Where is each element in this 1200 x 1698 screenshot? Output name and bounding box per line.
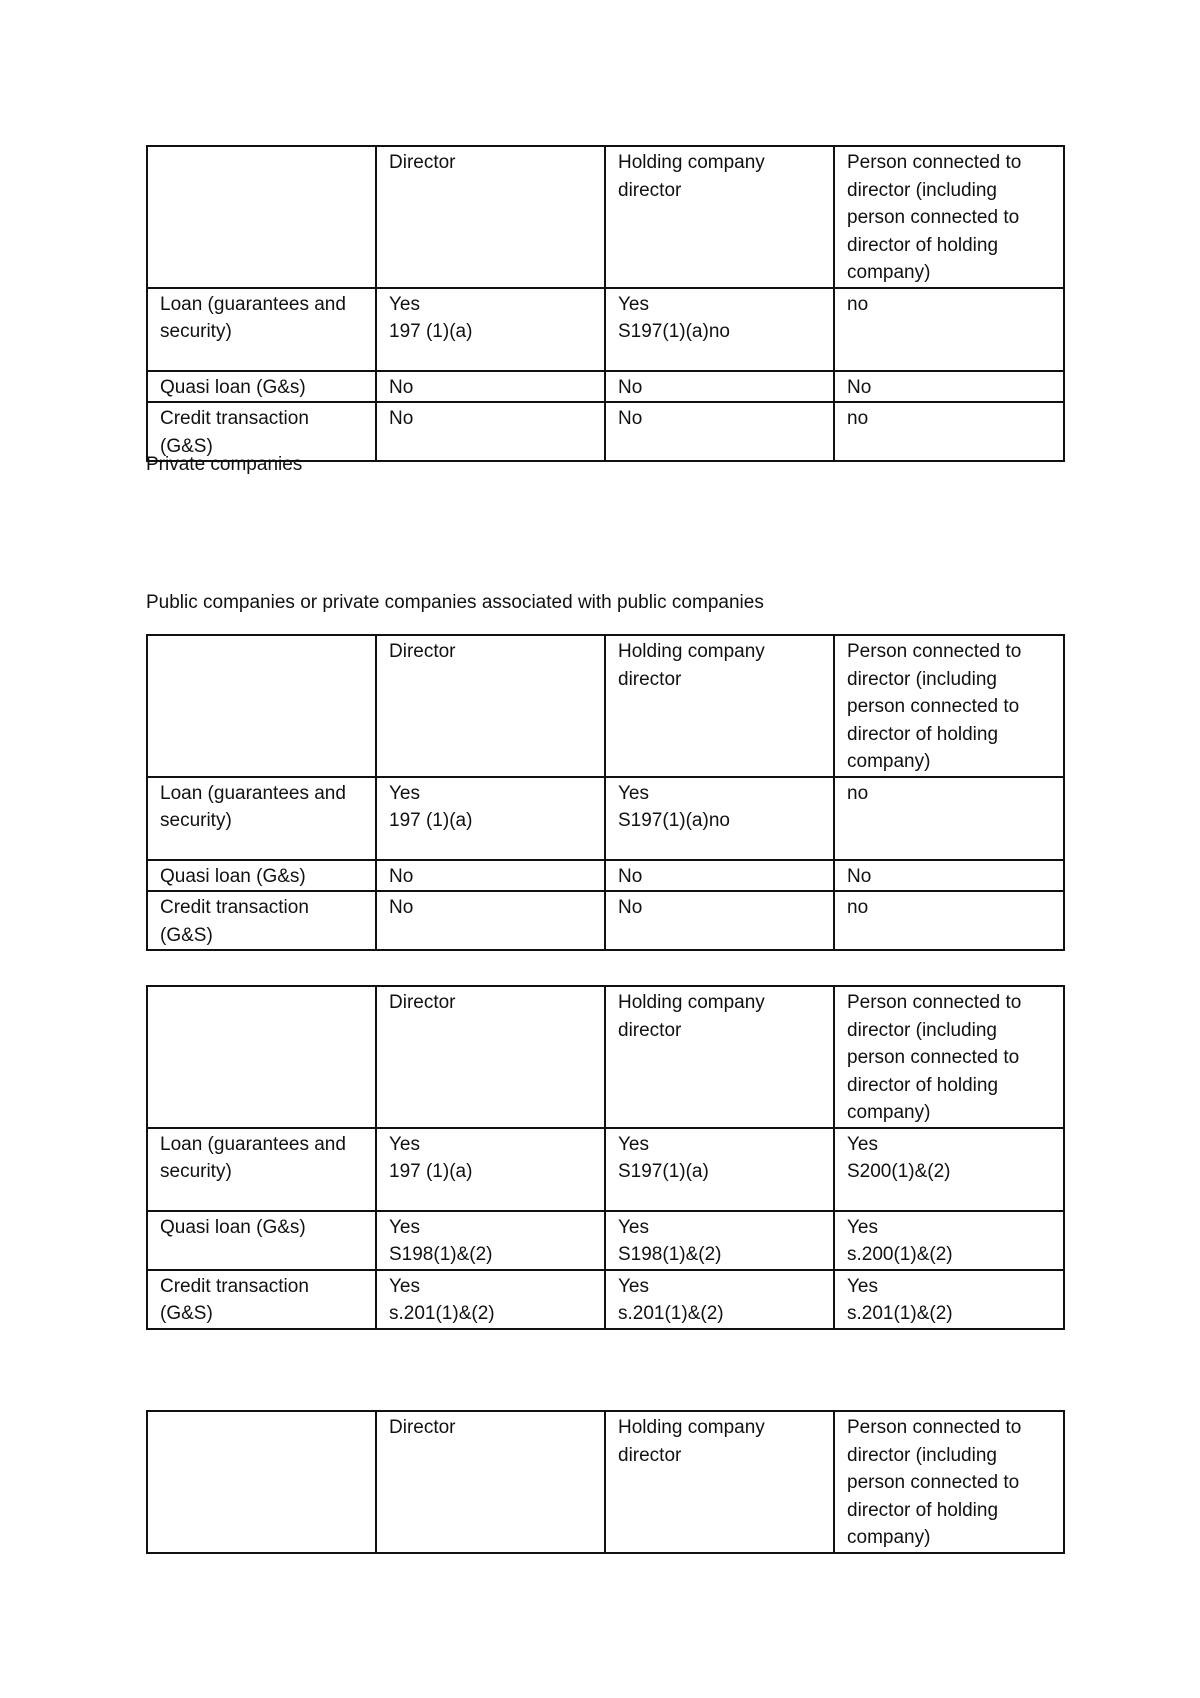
header-cell — [834, 146, 1064, 288]
cell-text-line: Yes — [618, 293, 649, 315]
caption-public-companies: Public companies or private companies associated with public companies — [146, 592, 764, 613]
cell-text-line: No — [389, 865, 414, 887]
cell-text-line: S197(1)(a) — [618, 1161, 709, 1182]
header-cell — [605, 146, 834, 288]
cell-text-line: (G&S) — [160, 435, 213, 457]
table-row — [147, 860, 1064, 892]
cell-text-line: director of holding — [847, 723, 999, 745]
cell-text-line: Yes — [389, 1133, 420, 1155]
header-cell — [605, 986, 834, 1128]
header-cell — [834, 986, 1064, 1128]
cell-text-line: security) — [160, 810, 232, 831]
table-cell — [376, 777, 605, 860]
cell-text-line: no — [847, 293, 869, 315]
cell-text-line: s.201(1)&(2) — [618, 1303, 724, 1324]
cell-text-line: Yes — [618, 1133, 649, 1155]
header-row — [147, 1411, 1064, 1553]
cell-text-line: No — [847, 376, 872, 398]
cell-text-line: Credit transaction — [160, 1275, 309, 1297]
table-cell — [605, 402, 834, 461]
cell-text-line: director — [618, 668, 682, 690]
cell-text-line: No — [618, 408, 643, 429]
cell-text-line: director of holding — [847, 234, 999, 256]
cell-text-line: Person connected to — [847, 641, 1022, 662]
cell-text-line: Loan (guarantees and — [160, 1133, 346, 1155]
cell-text-line: 197 (1)(a) — [389, 1161, 473, 1182]
cell-text-line: (G&S) — [160, 924, 213, 946]
cell-text-line: No — [847, 865, 872, 887]
table-row — [147, 1270, 1064, 1329]
table-cell — [376, 402, 605, 461]
cell-text-line: Yes — [847, 1216, 878, 1238]
header-row — [147, 635, 1064, 777]
cell-text-line: Holding company — [618, 641, 765, 662]
cell-text-line: S198(1)&(2) — [618, 1244, 722, 1265]
cell-text-line: Yes — [618, 1275, 649, 1297]
table-row — [147, 891, 1064, 950]
cell-text-line: security) — [160, 1161, 232, 1182]
table-cell — [605, 1211, 834, 1270]
table-row — [147, 777, 1064, 860]
header-cell — [376, 635, 605, 777]
header-cell — [376, 146, 605, 288]
table-cell — [376, 1211, 605, 1270]
cell-text-line: Yes — [618, 1216, 649, 1238]
cell-text-line: no — [847, 408, 869, 429]
header-cell-empty — [147, 1411, 376, 1553]
header-cell — [834, 1411, 1064, 1553]
cell-text-line: s.201(1)&(2) — [389, 1303, 495, 1324]
cell-text-line: person connected to — [847, 207, 1020, 228]
table-2 — [146, 634, 1065, 951]
cell-text-line: Quasi loan (G&s) — [160, 1216, 306, 1238]
cell-text-line: security) — [160, 321, 232, 342]
cell-text-line: 197 (1)(a) — [389, 810, 473, 831]
cell-text-line: person connected to — [847, 1047, 1020, 1068]
table-cell — [834, 891, 1064, 950]
table-cell — [605, 777, 834, 860]
cell-text-line: Person connected to — [847, 992, 1022, 1013]
table-cell — [834, 371, 1064, 403]
cell-text-line: Holding company — [618, 152, 765, 173]
header-cell — [834, 635, 1064, 777]
cell-text-line: No — [389, 408, 414, 429]
cell-text-line: Yes — [389, 293, 420, 315]
cell-text-line: company) — [847, 751, 931, 772]
table-3 — [146, 985, 1065, 1330]
header-cell-empty — [147, 986, 376, 1128]
cell-text-line: (G&S) — [160, 1303, 213, 1324]
table-cell — [834, 1128, 1064, 1211]
cell-text-line: director (including — [847, 668, 997, 690]
cell-text-line: Holding company — [618, 1417, 765, 1438]
table-cell — [605, 891, 834, 950]
table-cell — [376, 288, 605, 371]
table-row — [147, 1211, 1064, 1270]
cell-text-line: director (including — [847, 179, 997, 201]
table-cell — [834, 402, 1064, 461]
header-row — [147, 146, 1064, 288]
cell-text-line: Yes — [389, 1275, 420, 1297]
cell-text-line: Quasi loan (G&s) — [160, 865, 306, 887]
cell-text-line: S198(1)&(2) — [389, 1244, 493, 1265]
caption-private-companies: Private companies — [146, 454, 303, 475]
header-cell — [376, 1411, 605, 1553]
cell-text-line: company) — [847, 1527, 931, 1548]
table-cell — [834, 1211, 1064, 1270]
cell-text-line: person connected to — [847, 696, 1020, 717]
cell-text-line: Director — [389, 992, 456, 1013]
table-cell — [376, 1270, 605, 1329]
cell-text-line: s.201(1)&(2) — [847, 1303, 953, 1324]
header-cell-empty — [147, 635, 376, 777]
cell-text-line: Director — [389, 1417, 456, 1438]
cell-text-line: No — [389, 897, 414, 918]
cell-text-line: director of holding — [847, 1499, 999, 1521]
header-cell — [605, 635, 834, 777]
cell-text-line: director (including — [847, 1444, 997, 1466]
cell-text-line: No — [618, 376, 643, 398]
table-cell — [605, 371, 834, 403]
cell-text-line: no — [847, 782, 869, 804]
table-cell — [605, 1128, 834, 1211]
cell-text-line: Yes — [618, 782, 649, 804]
table-cell — [834, 288, 1064, 371]
table-1 — [146, 145, 1065, 462]
table-cell — [834, 777, 1064, 860]
table-cell — [605, 860, 834, 892]
cell-text-line: director — [618, 1444, 682, 1466]
cell-text-line: No — [389, 376, 414, 398]
cell-text-line: Loan (guarantees and — [160, 293, 346, 315]
table-cell — [605, 1270, 834, 1329]
table-cell — [147, 288, 376, 371]
table-row — [147, 288, 1064, 371]
cell-text-line: director — [618, 1019, 682, 1041]
table-cell — [147, 1270, 376, 1329]
table-row — [147, 1128, 1064, 1211]
cell-text-line: company) — [847, 1102, 931, 1123]
cell-text-line: S197(1)(a)no — [618, 321, 730, 342]
cell-text-line: company) — [847, 262, 931, 283]
table-cell — [147, 371, 376, 403]
header-row — [147, 986, 1064, 1128]
table-cell — [147, 777, 376, 860]
cell-text-line: s.200(1)&(2) — [847, 1244, 953, 1265]
table-row — [147, 371, 1064, 403]
cell-text-line: director of holding — [847, 1074, 999, 1096]
cell-text-line: S200(1)&(2) — [847, 1161, 951, 1182]
table-cell — [147, 860, 376, 892]
cell-text-line: Person connected to — [847, 1417, 1022, 1438]
table-cell — [376, 891, 605, 950]
cell-text-line: Director — [389, 152, 456, 173]
table-cell — [834, 860, 1064, 892]
cell-text-line: No — [618, 897, 643, 918]
table-cell — [147, 891, 376, 950]
table-cell — [834, 1270, 1064, 1329]
cell-text-line: Yes — [847, 1275, 878, 1297]
cell-text-line: No — [618, 865, 643, 887]
cell-text-line: director (including — [847, 1019, 997, 1041]
table-cell — [605, 288, 834, 371]
table-cell — [376, 1128, 605, 1211]
table-4 — [146, 1410, 1065, 1554]
cell-text-line: Credit transaction — [160, 897, 309, 918]
cell-text-line: Yes — [847, 1133, 878, 1155]
cell-text-line: Loan (guarantees and — [160, 782, 346, 804]
table-cell — [147, 1211, 376, 1270]
table-cell — [147, 1128, 376, 1211]
cell-text-line: 197 (1)(a) — [389, 321, 473, 342]
cell-text-line: no — [847, 897, 869, 918]
cell-text-line: Person connected to — [847, 152, 1022, 173]
cell-text-line: Holding company — [618, 992, 765, 1013]
header-cell — [605, 1411, 834, 1553]
header-cell-empty — [147, 146, 376, 288]
header-cell — [376, 986, 605, 1128]
cell-text-line: Yes — [389, 1216, 420, 1238]
cell-text-line: Yes — [389, 782, 420, 804]
cell-text-line: S197(1)(a)no — [618, 810, 730, 831]
cell-text-line: person connected to — [847, 1472, 1020, 1493]
cell-text-line: Director — [389, 641, 456, 662]
cell-text-line: Quasi loan (G&s) — [160, 376, 306, 398]
table-cell — [376, 860, 605, 892]
cell-text-line: director — [618, 179, 682, 201]
table-cell — [376, 371, 605, 403]
cell-text-line: Credit transaction — [160, 408, 309, 429]
